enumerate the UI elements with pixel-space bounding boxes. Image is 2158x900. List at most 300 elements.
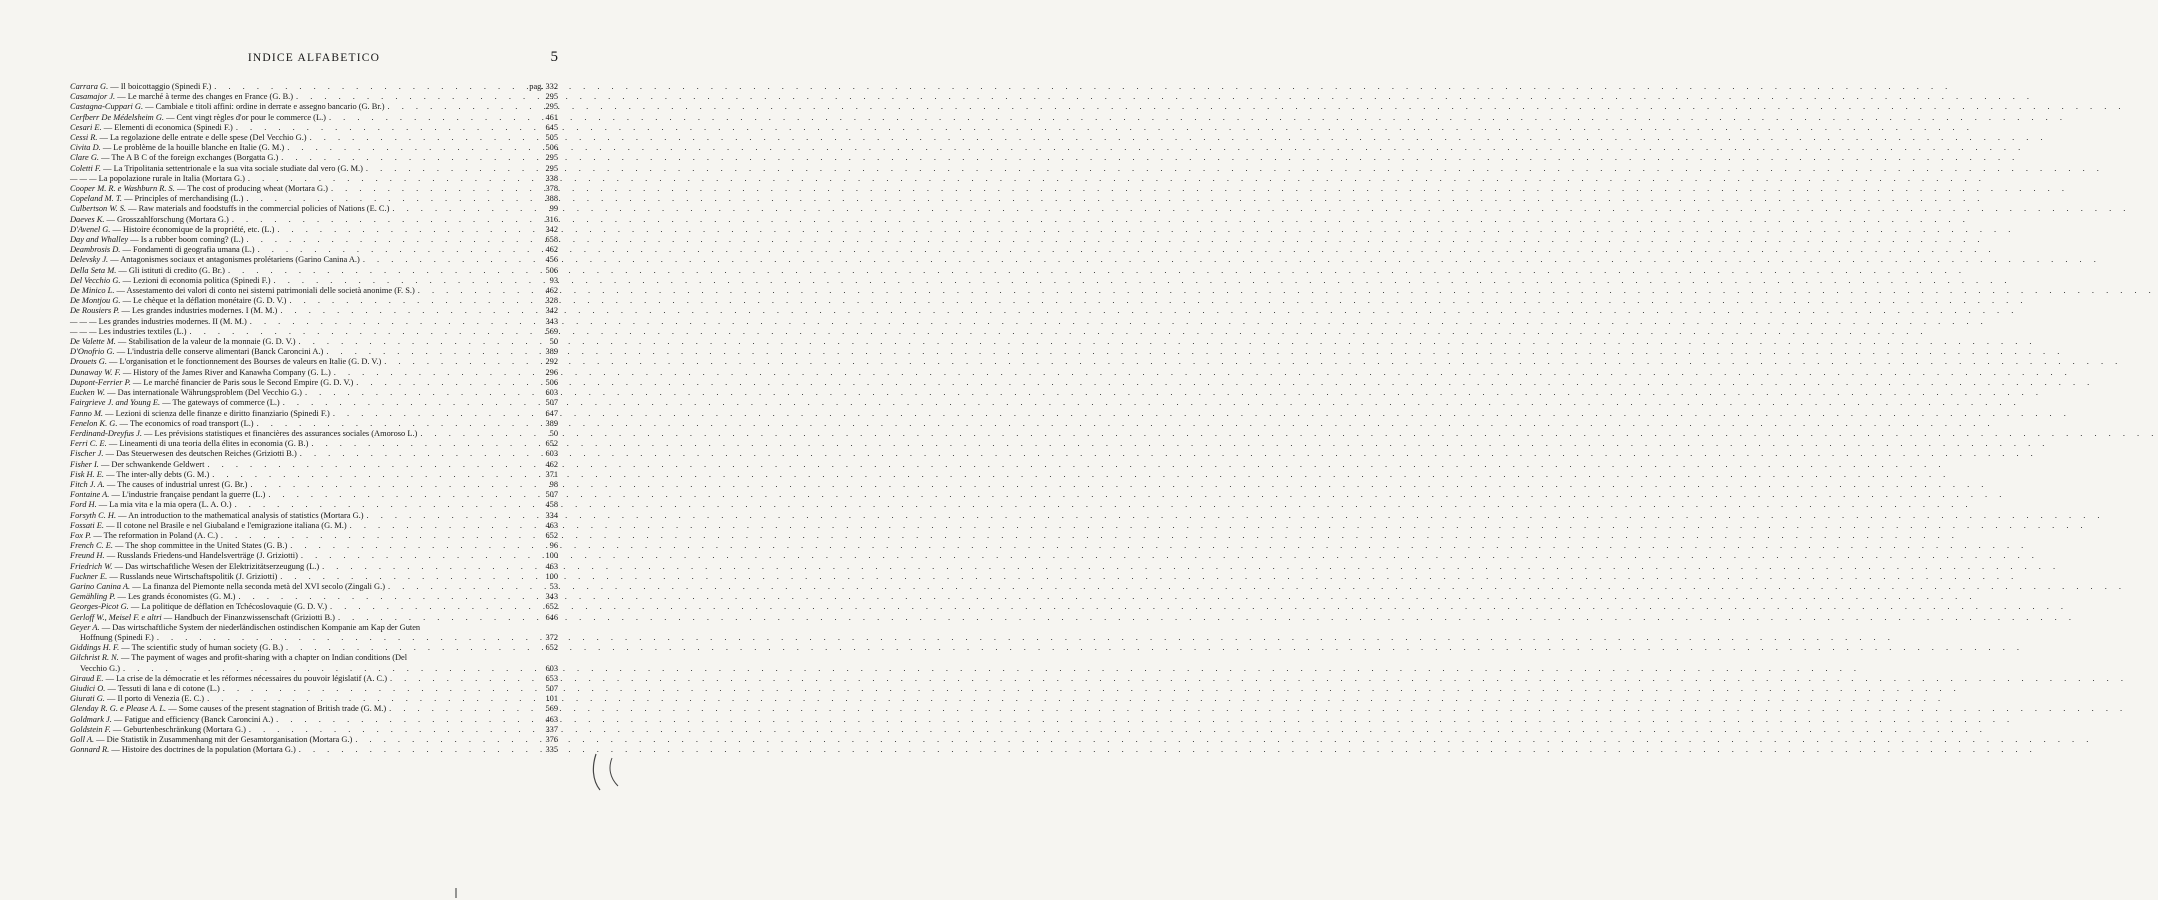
entry-text xyxy=(70,153,278,163)
entry-text xyxy=(70,653,407,663)
index-entry xyxy=(70,460,558,470)
index-entry xyxy=(70,439,558,449)
page-value: 295 xyxy=(545,163,558,173)
entry-line xyxy=(70,337,558,347)
entry-author: Forsyth C. H. xyxy=(70,510,117,520)
page-value: 647 xyxy=(545,408,558,418)
entry-line xyxy=(70,623,558,633)
entry-author: Fanno M. xyxy=(70,408,104,418)
page-value: 343 xyxy=(545,592,558,602)
entry-text xyxy=(70,409,330,419)
page-value: 100 xyxy=(545,551,558,561)
entry-text xyxy=(70,225,274,235)
index-entry xyxy=(70,694,558,704)
entry-author: Giraud E. xyxy=(70,673,104,683)
entry-page-number xyxy=(539,715,558,725)
entry-title: — Das internationale Währungsproblem (Del Vecchio G.) xyxy=(107,388,302,398)
dot-leader xyxy=(331,368,539,378)
entry-continuation-line xyxy=(70,664,558,674)
page-value: 646 xyxy=(545,612,558,622)
entry-page-number xyxy=(539,153,558,163)
entry-title: — Die Statistik in Zusammenhang mit der Gesamtorganisation (Mortara G.) xyxy=(96,735,353,744)
entry-page-number xyxy=(539,460,558,470)
entry-title: — Grosszahlforschung (Mortara G.) xyxy=(106,214,229,224)
entry-line xyxy=(70,194,558,204)
page-value: 462 xyxy=(545,286,558,296)
page-value: 389 xyxy=(545,347,558,357)
dot-leader xyxy=(233,123,539,133)
entry-text xyxy=(70,439,308,449)
dot-leader xyxy=(187,327,539,337)
page-value: 603 xyxy=(545,449,558,459)
entry-line xyxy=(70,388,558,398)
dot-leader xyxy=(265,490,539,500)
entry-text xyxy=(70,470,209,480)
page-value: 507 xyxy=(545,683,558,693)
dot-leader xyxy=(389,204,539,214)
dot-leader xyxy=(335,613,539,623)
entry-text xyxy=(70,327,187,337)
entry-title: Hoffnung (Spinedi F.) xyxy=(80,632,154,642)
index-entry xyxy=(70,500,558,510)
entry-author: Goldmark J. xyxy=(70,714,112,724)
entry-author: Coletti F. xyxy=(70,163,102,173)
index-entry xyxy=(70,419,558,429)
page-value: 96 xyxy=(549,541,558,551)
dot-leader xyxy=(218,531,539,541)
entry-line xyxy=(70,725,558,735)
page-value: 332 xyxy=(545,82,558,91)
entry-line xyxy=(70,378,558,388)
entry-page-number xyxy=(539,235,558,245)
entry-line xyxy=(70,347,558,357)
entry-continuation-line xyxy=(70,633,558,643)
dot-leader xyxy=(302,388,539,398)
entry-page-number xyxy=(539,143,558,153)
page-value: 371 xyxy=(545,469,558,479)
dot-leader xyxy=(363,164,539,174)
entry-title: Les industries textiles (L.) xyxy=(98,326,187,336)
index-entry xyxy=(70,429,558,439)
entry-title: — La Tripolitania settentrionale e la sua vita sociale studiate dal vero (G. M.) xyxy=(103,163,363,173)
entry-text xyxy=(70,235,244,245)
entry-title: — An introduction to the mathematical analysis of statistics (Mortara G.) xyxy=(118,510,364,520)
entry-line xyxy=(70,735,558,745)
index-entry xyxy=(70,123,558,133)
entry-title: — Il boicottaggio (Spinedi F.) xyxy=(110,82,212,91)
entry-page-number xyxy=(539,725,558,735)
page-value: 506 xyxy=(545,265,558,275)
page-value: 93 xyxy=(549,275,558,285)
entry-page-number xyxy=(539,562,558,572)
handwritten-margin-mark xyxy=(588,752,628,792)
dot-leader xyxy=(360,255,539,265)
dot-leader xyxy=(220,684,539,694)
entry-title: — The reformation in Poland (A. C.) xyxy=(93,530,218,540)
entry-page-number xyxy=(539,398,558,408)
entry-title: — Der schwankende Geldwert xyxy=(100,459,205,469)
entry-page-number xyxy=(539,215,558,225)
page-header xyxy=(70,49,558,68)
entry-line xyxy=(70,296,558,306)
entry-line xyxy=(70,357,558,367)
entry-text xyxy=(70,143,284,153)
entry-author: Gerloff W., Meisel F. e altri xyxy=(70,612,162,622)
dot-leader xyxy=(328,184,539,194)
entry-line xyxy=(70,551,558,561)
entry-text xyxy=(70,704,386,714)
entry-author: Fisher I. xyxy=(70,459,99,469)
entry-page-number xyxy=(539,490,558,500)
entry-line xyxy=(70,572,558,582)
entry-author: Freund H. xyxy=(70,551,105,561)
entry-line xyxy=(70,490,558,500)
page-value: 653 xyxy=(545,673,558,683)
entry-author: D'Onofrio G. xyxy=(70,347,115,357)
page-value: 569 xyxy=(545,704,558,714)
entry-page-number xyxy=(539,551,558,561)
entry-line xyxy=(70,82,558,92)
dot-leader xyxy=(277,306,539,316)
index-entry xyxy=(70,143,558,153)
index-entry xyxy=(70,602,558,612)
entry-text xyxy=(70,266,225,276)
entry-author: Fitch J. A. xyxy=(70,479,105,489)
entry-author: Geyer A. xyxy=(70,622,100,632)
entry-title: — The economics of road transport (L.) xyxy=(119,418,254,428)
entry-text xyxy=(70,398,280,408)
index-entry xyxy=(70,735,558,745)
entry-page-number xyxy=(539,633,558,643)
index-entry xyxy=(70,164,558,174)
entry-title: — The gateways of commerce (L.) xyxy=(162,398,280,408)
index-entry xyxy=(70,684,558,694)
page-value: 463 xyxy=(545,714,558,724)
entry-page-number xyxy=(539,388,558,398)
entry-page-number xyxy=(539,613,558,623)
dot-leader xyxy=(280,398,539,408)
entry-page-number xyxy=(539,664,558,674)
entry-line xyxy=(70,368,558,378)
entry-text xyxy=(70,368,331,378)
dot-leader xyxy=(273,715,539,725)
entry-line xyxy=(70,715,558,725)
entry-line xyxy=(70,398,558,408)
index-entry xyxy=(70,337,558,347)
entry-author: Clare G. xyxy=(70,153,100,163)
dot-leader xyxy=(296,745,539,755)
entry-text xyxy=(70,602,327,612)
index-entry xyxy=(70,378,558,388)
entry-page-number xyxy=(539,92,558,102)
entry-text xyxy=(70,164,363,174)
page-value: 98 xyxy=(549,479,558,489)
entry-author: Daeves K. xyxy=(70,214,105,224)
entry-line xyxy=(70,460,558,470)
entry-title: — Assestamento dei valori di conto nei sistemi patrimoniali delle società anonime (F. S.) xyxy=(116,286,415,296)
entry-author: Fuckner E. xyxy=(70,571,108,581)
entry-line xyxy=(70,429,558,439)
page-value: 652 xyxy=(545,439,558,449)
page-value: 507 xyxy=(545,398,558,408)
entry-author: Della Seta M. xyxy=(70,265,117,275)
page-value: 295 xyxy=(545,153,558,163)
entry-text xyxy=(70,582,385,592)
entry-text xyxy=(70,102,385,112)
entry-page-number xyxy=(539,245,558,255)
page-value: 603 xyxy=(545,663,558,673)
entry-author: Culbertson W. S. xyxy=(70,204,126,214)
page-value: 389 xyxy=(545,418,558,428)
page-value: 296 xyxy=(545,367,558,377)
index-entry xyxy=(70,194,558,204)
entry-title: — The inter-ally debts (G. M.) xyxy=(106,469,210,479)
entry-line xyxy=(70,204,558,214)
dot-leader xyxy=(271,276,539,286)
dot-leader xyxy=(211,82,526,92)
index-entry xyxy=(70,582,558,592)
entry-title: — The payment of wages and profit-sharing with a chapter on Indian conditions (Del xyxy=(120,653,408,663)
dot-leader xyxy=(386,704,539,714)
entry-line xyxy=(70,409,558,419)
entry-title: — Principles of merchandising (L.) xyxy=(124,194,244,204)
entry-page-number xyxy=(539,317,558,327)
entry-text xyxy=(70,531,218,541)
page-value: 645 xyxy=(545,122,558,132)
entry-text xyxy=(70,643,283,653)
index-entry xyxy=(70,511,558,521)
dot-leader xyxy=(235,592,539,602)
entry-line xyxy=(70,704,558,714)
entry-text xyxy=(70,92,293,102)
page-value: 463 xyxy=(545,520,558,530)
entry-title: — L'organisation et le fonctionnement des Bourses de valeurs en Italie (G. D. V.) xyxy=(109,357,382,367)
page-value: 328 xyxy=(545,296,558,306)
entry-page-number xyxy=(539,531,558,541)
entry-text xyxy=(70,194,243,204)
entry-author: Gonnard R. xyxy=(70,745,110,755)
page-value: 295 xyxy=(545,102,558,112)
dot-leader xyxy=(385,102,539,112)
entry-title: — Le problème de la houille blanche en Italie (G. M.) xyxy=(102,143,285,153)
entry-title: — Das Steuerwesen des deutschen Reiches (Griziotti B.) xyxy=(105,449,297,459)
entry-title: — Cambiale e titoli affini: ordine in derrate e assegno bancario (G. Br.) xyxy=(145,102,385,112)
page-value: 334 xyxy=(545,510,558,520)
dot-leader xyxy=(298,551,539,561)
entry-author: Civita D. xyxy=(70,143,101,153)
entry-line xyxy=(70,745,558,755)
page-value: 461 xyxy=(545,112,558,122)
entry-author: Cesari E. xyxy=(70,122,102,132)
entry-author: Castagna-Cuppari G. xyxy=(70,102,144,112)
entry-page-number xyxy=(539,113,558,123)
entry-page-number xyxy=(539,164,558,174)
index-entry xyxy=(70,388,558,398)
entry-author: Glenday R. G. e Please A. L. xyxy=(70,704,167,714)
index-entry xyxy=(70,531,558,541)
entry-text xyxy=(70,123,233,133)
entry-page-number xyxy=(539,572,558,582)
entry-page-number xyxy=(539,296,558,306)
entry-line xyxy=(70,613,558,623)
entry-title: — Antagonismes sociaux et antagonismes prolétariens (Garino Canina A.) xyxy=(110,255,360,265)
entry-text xyxy=(70,296,286,306)
page-value: 343 xyxy=(545,316,558,326)
page-value: 101 xyxy=(545,694,558,704)
entry-author: Day and Whalley xyxy=(70,235,129,245)
entry-title: — Raw materials and foodstuffs in the commercial policies of Nations (E. C.) xyxy=(128,204,390,214)
entry-text xyxy=(70,725,246,735)
entry-text xyxy=(70,511,364,521)
page-value: 462 xyxy=(545,459,558,469)
index-entry xyxy=(70,204,558,214)
index-entry xyxy=(70,704,558,714)
page-value: 50 xyxy=(549,428,558,438)
entry-line xyxy=(70,317,558,327)
entry-author: Fischer J. xyxy=(70,449,104,459)
entry-author: Fenelon K. G. xyxy=(70,418,118,428)
entry-author: Gemähling P. xyxy=(70,592,116,602)
index-entry xyxy=(70,306,558,316)
entry-title: — Lezioni di scienza delle finanze e diritto finanziario (Spinedi F.) xyxy=(105,408,330,418)
page-value: 388 xyxy=(545,194,558,204)
index-entry xyxy=(70,347,558,357)
index-entry xyxy=(70,153,558,163)
entry-author: Fisk H. E. xyxy=(70,469,104,479)
entry-text xyxy=(70,347,323,357)
index-entry xyxy=(70,398,558,408)
entry-text xyxy=(70,745,296,755)
entry-text xyxy=(70,306,277,316)
entry-author: Giurati G. xyxy=(70,694,105,704)
entry-author: Goldstein F. xyxy=(70,724,111,734)
entry-author: — — — xyxy=(70,316,97,326)
dot-leader xyxy=(352,735,539,745)
index-entry xyxy=(70,266,558,276)
entry-title: — Das wirtschaftliche Wesen der Elektrizitätserzeugung (L.) xyxy=(114,561,320,571)
entry-text xyxy=(80,633,154,643)
page-value: 53 xyxy=(549,581,558,591)
entry-line xyxy=(70,276,558,286)
dot-leader xyxy=(244,235,539,245)
entry-line xyxy=(70,245,558,255)
entry-text xyxy=(70,694,204,704)
entry-text xyxy=(70,245,255,255)
dot-leader xyxy=(209,470,539,480)
entry-text xyxy=(70,521,347,531)
dot-leader xyxy=(287,541,539,551)
entry-author: Fairgrieve J. and Young E. xyxy=(70,398,161,408)
dot-leader xyxy=(385,582,539,592)
entry-page-number xyxy=(539,521,558,531)
entry-author: French C. E. xyxy=(70,541,113,551)
index-entry xyxy=(70,470,558,480)
entry-text xyxy=(70,419,254,429)
index-entry xyxy=(70,235,558,245)
entry-title: — Lineamenti di una teoria della élites in economia (G. B.) xyxy=(108,439,309,449)
page-value: 652 xyxy=(545,643,558,653)
entry-title: — Stabilisation de la valeur de la monnaie (G. D. V.) xyxy=(117,337,296,347)
entry-author: De Minico L. xyxy=(70,286,115,296)
entry-line xyxy=(70,562,558,572)
index-entry xyxy=(70,409,558,419)
index-entry xyxy=(70,133,558,143)
entry-author: Drouets G. xyxy=(70,357,107,367)
entry-author: Dupont-Ferrier P. xyxy=(70,377,131,387)
entry-author: Fox P. xyxy=(70,530,92,540)
entry-line xyxy=(70,235,558,245)
entry-title: — Elementi di economica (Spinedi F.) xyxy=(103,122,233,132)
page-value: 337 xyxy=(545,724,558,734)
entry-line xyxy=(70,255,558,265)
entry-author: Giudici O. xyxy=(70,683,106,693)
entry-text xyxy=(70,460,204,470)
index-entry xyxy=(70,541,558,551)
index-entry xyxy=(70,449,558,459)
entry-page-number xyxy=(539,204,558,214)
entry-title: — Russlands neue Wirtschaftspolitik (J. Griziotti) xyxy=(109,571,278,581)
dot-leader xyxy=(323,347,539,357)
entry-title: — Histoire économique de la propriété, etc. (L.) xyxy=(112,224,275,234)
page-value: 506 xyxy=(545,143,558,153)
entry-page-number xyxy=(539,347,558,357)
entry-page-number xyxy=(539,511,558,521)
entry-author: De Rousiers P. xyxy=(70,306,120,316)
entry-line xyxy=(70,92,558,102)
page-value: 458 xyxy=(545,500,558,510)
entry-line xyxy=(70,531,558,541)
entry-page-number xyxy=(539,449,558,459)
entry-title: La popolazione rurale in Italia (Mortara G.) xyxy=(98,173,245,183)
entry-author: Del Vecchio G. xyxy=(70,275,121,285)
dot-leader xyxy=(417,429,539,439)
page-value: 295 xyxy=(545,92,558,102)
entry-author: Carrara G. xyxy=(70,82,109,91)
entry-page-number xyxy=(539,694,558,704)
index-entry xyxy=(70,643,558,653)
entry-line xyxy=(70,643,558,653)
entry-title: — Tessuti di lana e di cotone (L.) xyxy=(107,683,220,693)
entry-title: — The A B C of the foreign exchanges (Borgatta G.) xyxy=(101,153,279,163)
entry-page-number xyxy=(539,602,558,612)
entry-line xyxy=(70,225,558,235)
entry-title: — Handbuch der Finanzwissenschaft (Griziotti B.) xyxy=(163,612,335,622)
index-entry xyxy=(70,102,558,112)
page-value: 316 xyxy=(545,214,558,224)
entry-page-number xyxy=(539,409,558,419)
entry-text xyxy=(70,133,307,143)
entry-author: Georges-Picot G. xyxy=(70,602,129,612)
index-entry xyxy=(70,296,558,306)
entry-title: — L'industrie française pendant la guerre (L.) xyxy=(111,490,266,500)
dot-leader xyxy=(284,143,539,153)
index-entry xyxy=(70,317,558,327)
page-value: 342 xyxy=(545,306,558,316)
dot-leader xyxy=(245,174,539,184)
entry-page-number xyxy=(539,194,558,204)
entry-page-number xyxy=(539,286,558,296)
dot-leader xyxy=(286,296,539,306)
entry-line xyxy=(70,184,558,194)
dot-leader xyxy=(247,317,539,327)
dot-leader xyxy=(254,419,539,429)
entry-text xyxy=(70,490,265,500)
entry-page-number xyxy=(539,643,558,653)
index-entry xyxy=(70,245,558,255)
index-entry xyxy=(70,551,558,561)
page-value: 372 xyxy=(545,632,558,642)
dot-leader xyxy=(283,643,539,653)
